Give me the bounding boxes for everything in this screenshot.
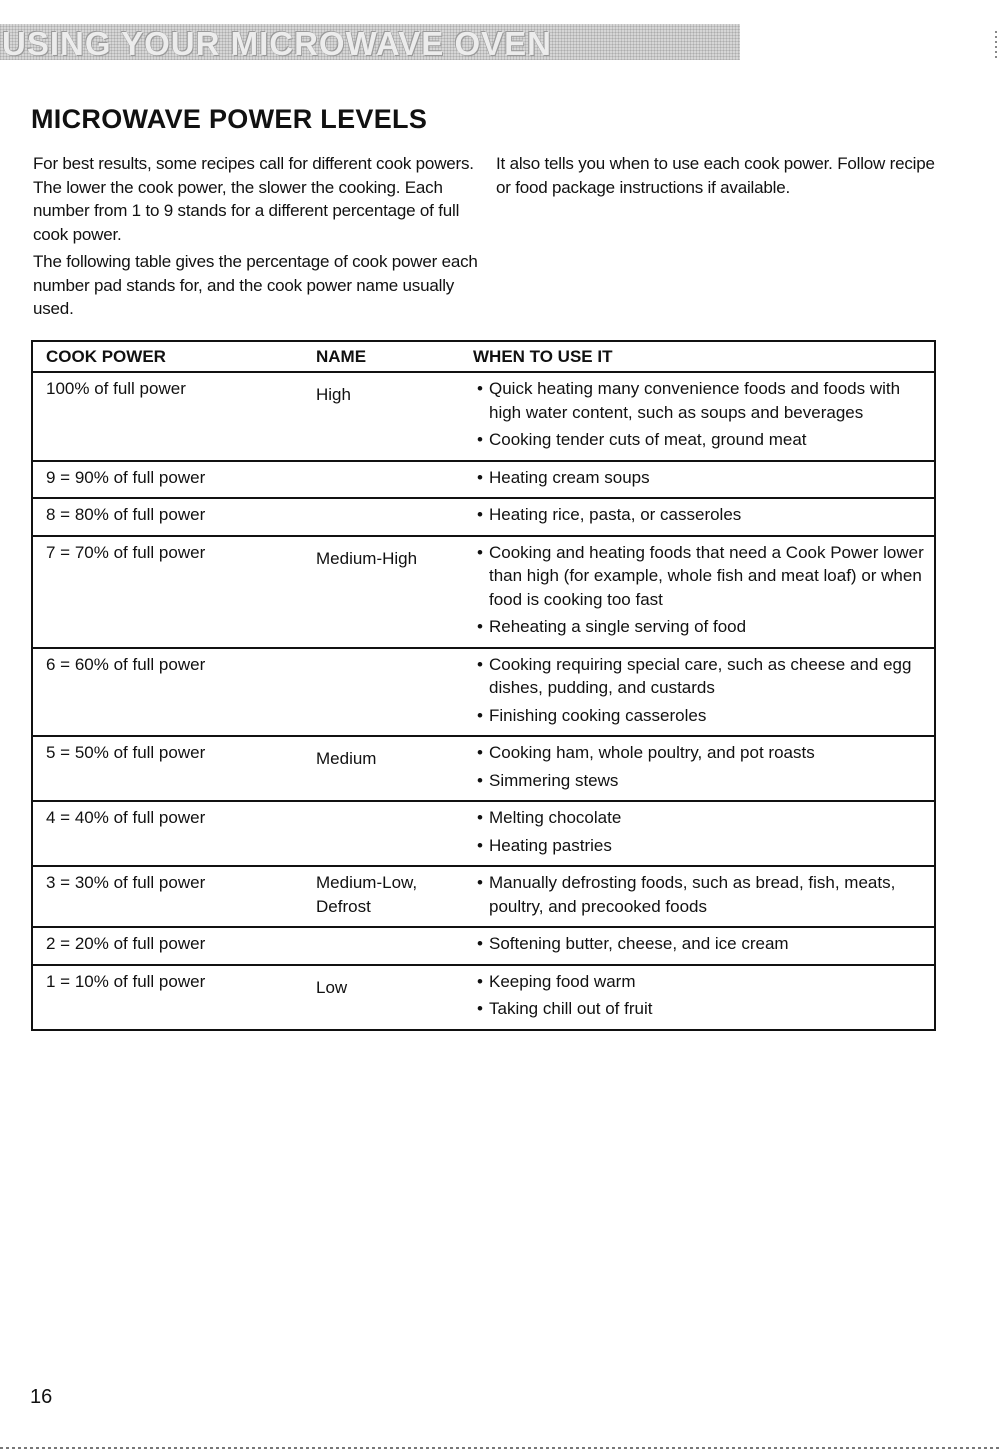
use-list	[473, 503, 934, 527]
use-list	[473, 871, 934, 918]
use-list-item: • Taking chill out of fruit	[473, 997, 934, 1021]
cook-power-cell: 9 = 90% of full power	[32, 461, 316, 499]
when-to-use-cell	[473, 801, 935, 866]
when-to-use-cell	[473, 461, 935, 499]
intro-paragraph: The following table gives the percentage of cook power each number pad stands for, and the cook power name usually used.	[33, 252, 478, 318]
table-row	[32, 461, 935, 499]
table-row	[32, 536, 935, 648]
when-to-use-cell	[473, 965, 935, 1030]
cook-power-cell: 5 = 50% of full power	[32, 736, 316, 801]
intro-right-column	[496, 152, 946, 199]
intro-paragraph: It also tells you when to use each cook power. Follow recipe or food package instructions if available.	[496, 154, 935, 197]
use-list-item: • Finishing cooking casseroles	[473, 704, 934, 728]
use-list-item: • Cooking tender cuts of meat, ground meat	[473, 428, 934, 452]
cook-power-cell: 100% of full power	[46, 379, 186, 398]
section-banner	[0, 24, 740, 60]
use-list	[473, 806, 934, 857]
when-to-use-cell	[473, 736, 935, 801]
cook-power-cell: 4 = 40% of full power	[32, 801, 316, 866]
power-name-cell	[316, 927, 473, 965]
use-list	[473, 932, 934, 956]
use-list-item: • Cooking and heating foods that need a Cook Power lower than high (for example, whole fish and meat loaf) or when food is cooking too fast	[473, 541, 934, 612]
when-to-use-cell	[473, 927, 935, 965]
power-name-cell: Medium-High	[316, 536, 473, 648]
intro-left-column	[33, 152, 483, 321]
use-list-item: • Quick heating many convenience foods and foods with high water content, such as soups and beverages	[473, 377, 934, 424]
table-row	[32, 648, 935, 737]
table-header-row	[32, 341, 935, 372]
use-list-item: • Manually defrosting foods, such as bread, fish, meats, poultry, and precooked foods	[473, 871, 934, 918]
use-list-item: • Cooking requiring special care, such as cheese and egg dishes, pudding, and custards	[473, 653, 934, 700]
cook-power-cell: 1 = 10% of full power	[32, 965, 316, 1030]
cook-power-cell: 3 = 30% of full power	[32, 866, 316, 927]
power-name-cell: Medium-Low, Defrost	[316, 866, 473, 927]
use-list-item: • Reheating a single serving of food	[473, 615, 934, 639]
intro-paragraph: For best results, some recipes call for different cook powers. The lower the cook power, the slower the cooking. Each number from 1 to 9 stands for a different percentage of full cook power.	[33, 154, 474, 244]
cook-power-cell: 8 = 80% of full power	[32, 498, 316, 536]
use-list	[473, 466, 934, 490]
table-body	[32, 372, 935, 1030]
margin-marker	[995, 28, 997, 58]
power-name-cell	[316, 461, 473, 499]
use-list-item: • Heating cream soups	[473, 466, 934, 490]
column-header-name: NAME	[316, 341, 473, 372]
power-name-cell: Low	[316, 965, 473, 1030]
use-list-item: • Cooking ham, whole poultry, and pot roasts	[473, 741, 934, 765]
when-to-use-cell	[473, 536, 935, 648]
use-list	[473, 970, 934, 1021]
table-row	[32, 736, 935, 801]
use-list	[473, 741, 934, 792]
power-name-cell: Medium	[316, 736, 473, 801]
bottom-rule	[0, 1447, 1001, 1449]
table-row	[32, 372, 935, 461]
power-name-cell	[316, 648, 473, 737]
page-number: 16	[30, 1386, 53, 1408]
when-to-use-cell	[473, 866, 935, 927]
cook-power-cell: 2 = 20% of full power	[32, 927, 316, 965]
use-list-item: • Heating rice, pasta, or casseroles	[473, 503, 934, 527]
cook-power-cell: 7 = 70% of full power	[32, 536, 316, 648]
cook-power-cell: 6 = 60% of full power	[32, 648, 316, 737]
use-list	[473, 653, 934, 728]
table-row	[32, 498, 935, 536]
power-name-cell	[316, 498, 473, 536]
power-name-cell: High	[316, 385, 351, 404]
when-to-use-cell	[473, 648, 935, 737]
table-row	[32, 801, 935, 866]
when-to-use-cell	[473, 372, 935, 461]
use-list-item: • Heating pastries	[473, 834, 934, 858]
power-levels-table	[31, 340, 936, 1031]
column-header-cook-power: COOK POWER	[32, 341, 316, 372]
table-row	[32, 965, 935, 1030]
when-to-use-cell	[473, 498, 935, 536]
use-list-item: • Softening butter, cheese, and ice cream	[473, 932, 934, 956]
table-row	[32, 927, 935, 965]
use-list-item: • Simmering stews	[473, 769, 934, 793]
use-list-item: • Melting chocolate	[473, 806, 934, 830]
use-list	[473, 377, 934, 452]
column-header-when-to-use: WHEN TO USE IT	[473, 341, 935, 372]
power-name-cell	[316, 801, 473, 866]
use-list	[473, 541, 934, 639]
table-row	[32, 866, 935, 927]
section-banner-text: USING YOUR MICROWAVE OVEN	[2, 25, 553, 60]
page-title: MICROWAVE POWER LEVELS	[31, 104, 428, 134]
use-list-item: • Keeping food warm	[473, 970, 934, 994]
